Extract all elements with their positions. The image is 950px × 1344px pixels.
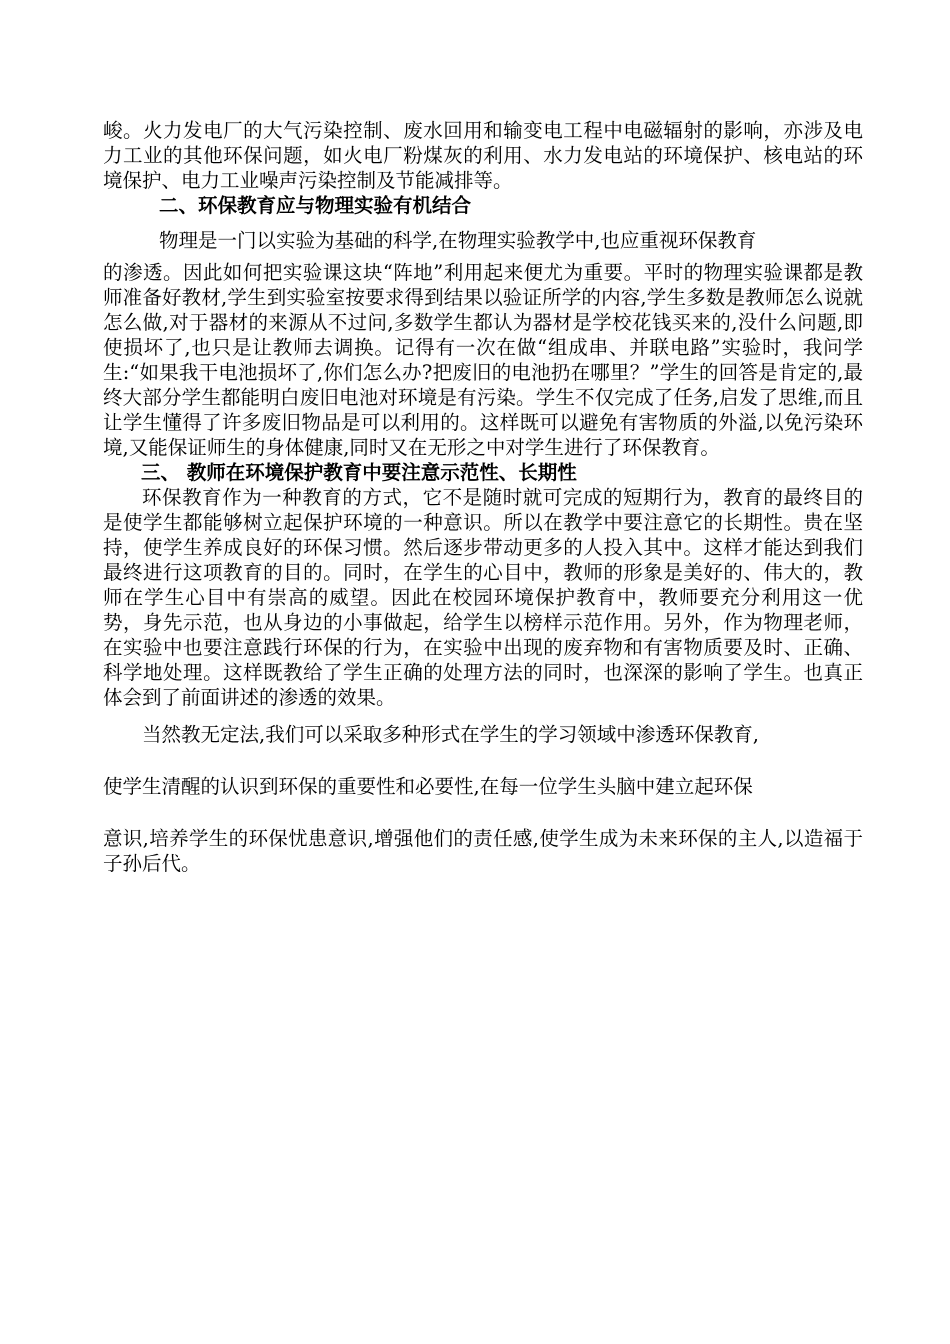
paragraph-conclusion — [103, 722, 863, 876]
conclusion-line-1: 当然教无定法,我们可以采取多种形式在学生的学习领域中渗透环保教育, — [142, 723, 759, 746]
document-page — [103, 118, 863, 876]
section-heading-3: 三、 教师在环境保护教育中要注意示范性、长期性 — [141, 461, 577, 484]
conclusion-line-2: 使学生清醒的认识到环保的重要性和必要性,在每一位学生头脑中建立起环保 — [103, 775, 753, 798]
paragraph-experiment-intro: 物理是一门以实验为基础的科学,在物理实验教学中,也应重视环保教育 — [159, 229, 757, 252]
paragraph-power-industry: 峻。火力发电厂的大气污染控制、废水回用和输变电工程中电磁辐射的影响，亦涉及电力工业的其他环保问题，如火电厂粉煤灰的利用、水力发电站的环境保护、核电站的环境保护、电力工业噪声污染控制及节能减排等。 — [103, 119, 863, 192]
paragraph-experiment-body: 的渗透。因此如何把实验课这块“阵地”利用起来便尤为重要。平时的物理实验课都是教师准备好教材,学生到实验室按要求得到结果以验证所学的内容,学生多数是教师怎么说就怎么做,对于器材的来源从不过问,多数学生都认为器材是学校花钱买来的,没什么问题,即使损坏了,也只是让教师去调换。记得有一次在做“组成串、并联电路”实验时，我问学生:“如果我干电池损坏了,你们怎么办?把废旧的电池扔在哪里？”学生的回答是肯定的,最终大部分学生都能明白废旧电池对环境是有污染。学生不仅完成了任务,启发了思维,而且让学生懂得了许多废旧物品是可以利用的。这样既可以避免有害物质的外溢,以免污染环境,又能保证师生的身体健康,同时又在无形之中对学生进行了环保教育。 — [103, 261, 863, 459]
section-heading-2: 二、环保教育应与物理实验有机结合 — [159, 194, 472, 217]
conclusion-line-3: 意识,培养学生的环保忧患意识,增强他们的责任感,使学生成为未来环保的主人,以造福于子孙后代。 — [103, 827, 863, 875]
paragraph-teacher-role: 环保教育作为一种教育的方式，它不是随时就可完成的短期行为，教育的最终目的是使学生都能够树立起保护环境的一种意识。所以在教学中要注意它的长期性。贵在坚持，使学生养成良好的环保习惯。然后逐步带动更多的人投入其中。这样才能达到我们最终进行这项教育的目的。同时，在学生的心目中，教师的形象是美好的、伟大的，教师在学生心目中有崇高的威望。因此在校园环境保护教育中，教师要充分利用这一优势，身先示范，也从身边的小事做起，给学生以榜样示范作用。另外，作为物理老师，在实验中也要注意践行环保的行为，在实验中出现的废弃物和有害物质要及时、正确、科学地处理。这样既教给了学生正确的处理方法的同时，也深深的影响了学生。也真正体会到了前面讲述的渗透的效果。 — [103, 486, 863, 709]
